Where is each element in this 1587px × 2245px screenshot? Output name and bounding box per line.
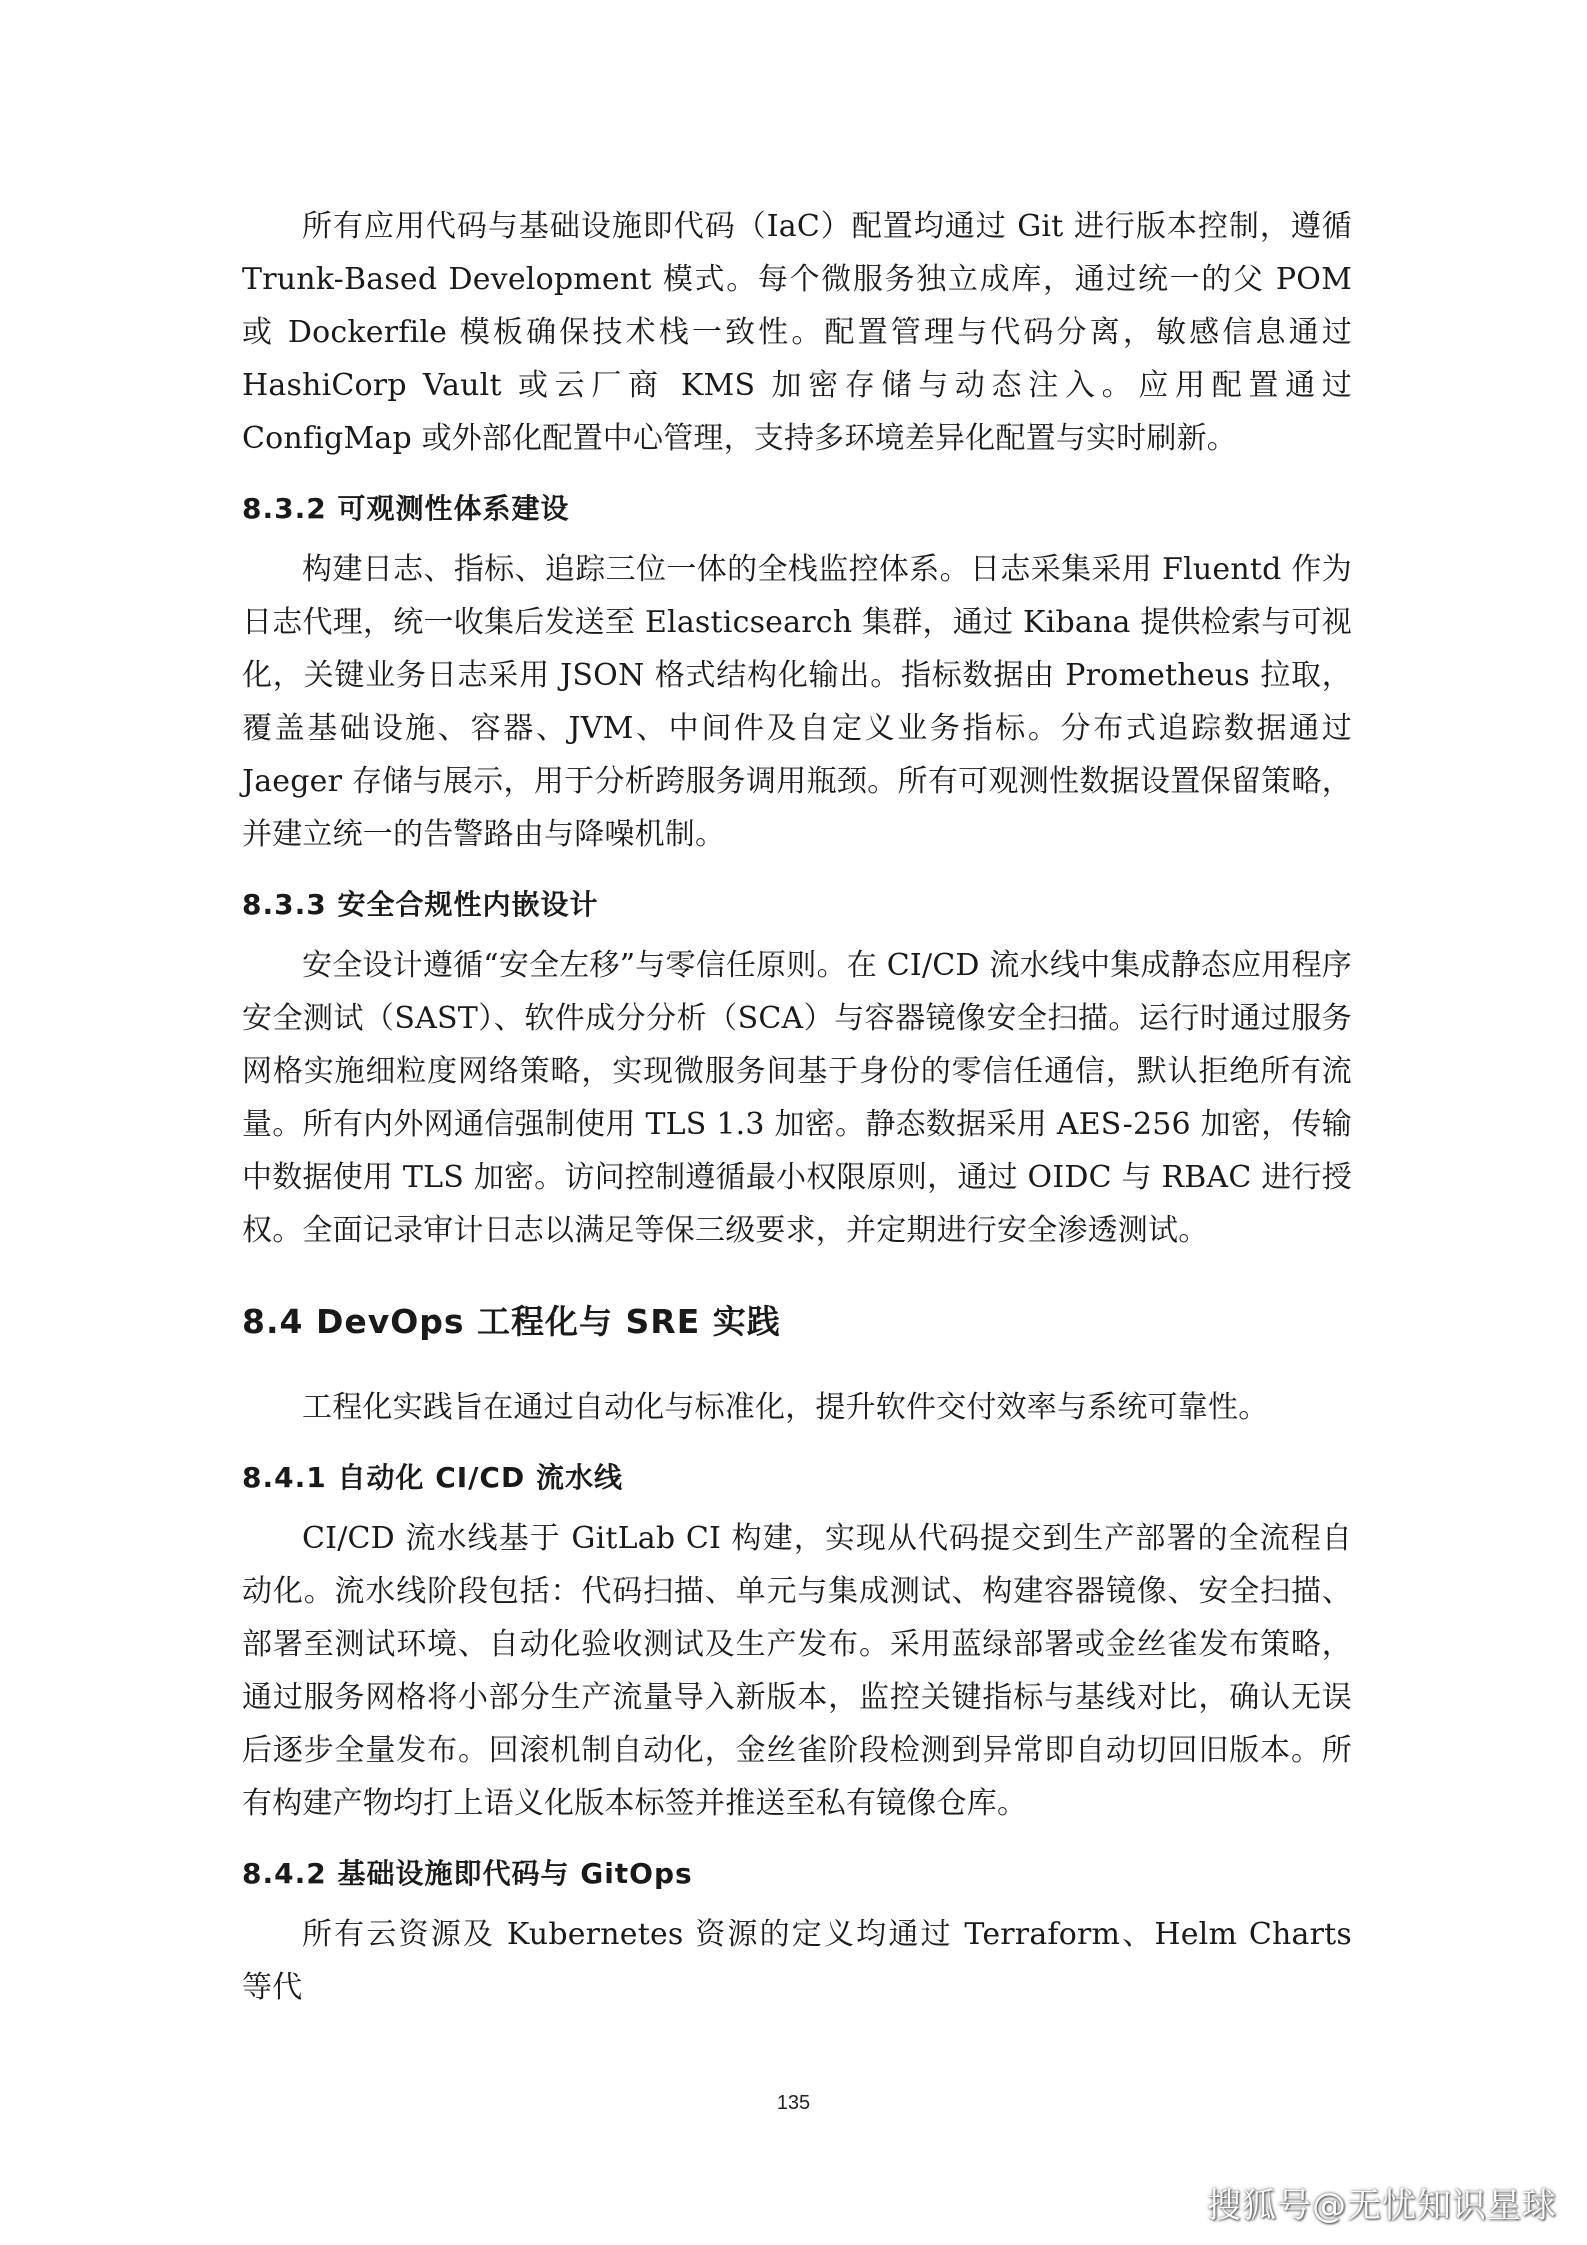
paragraph-8-4-1: CI/CD 流水线基于 GitLab CI 构建，实现从代码提交到生产部署的全流程自动化。流水线阶段包括：代码扫描、单元与集成测试、构建容器镜像、安全扫描、部署至测试环境、自动化验收测试及生产发布。采用蓝绿部署或金丝雀发布策略，通过服务网格将小部分生产流量导入新版本，监控关键指标与基线对比，确认无误后逐步全量发布。回滚机制自动化，金丝雀阶段检测到异常即自动切回旧版本。所有构建产物均打上语义化版本标签并推送至私有镜像仓库。 [242,1521,1352,1821]
paragraph-8-4-2: 所有云资源及 Kubernetes 资源的定义均通过 Terraform、Helm Charts 等代 [242,1917,1352,2005]
page-content [242,200,1352,2014]
paragraph-8-3-3: 安全设计遵循“安全左移”与零信任原则。在 CI/CD 流水线中集成静态应用程序安全测试（SAST）、软件成分分析（SCA）与容器镜像安全扫描。运行时通过服务网格实施细粒度网络策略，实现微服务间基于身份的零信任通信，默认拒绝所有流量。所有内外网通信强制使用 TLS 1.3 加密。静态数据采用 AES-256 加密，传输中数据使用 TLS 加密。访问控制遵循最小权限原则，通过 OIDC 与 RBAC 进行授权。全面记录审计日志以满足等保三级要求，并定期进行安全渗透测试。 [242,948,1352,1248]
heading-8-4: 8.4 DevOps 工程化与 SRE 实践 [242,1302,781,1341]
intro-paragraph: 所有应用代码与基础设施即代码（IaC）配置均通过 Git 进行版本控制，遵循 Trunk-Based Development 模式。每个微服务独立成库，通过统一的父 POM 或 Dockerfile 模板确保技术栈一致性。配置管理与代码分离，敏感信息通过 HashiCorp Vault 或云厂商 KMS 加密存储与动态注入。应用配置通过 ConfigMap 或外部化配置中心管理，支持多环境差异化配置与实时刷新。 [242,209,1352,456]
heading-8-3-2: 8.3.2 可观测性体系建设 [242,492,570,525]
heading-8-3-3: 8.3.3 安全合规性内嵌设计 [242,888,599,921]
heading-8-4-1: 8.4.1 自动化 CI/CD 流水线 [242,1461,623,1494]
watermark: 搜狐号@无忧知识星球 [1207,2186,1557,2226]
heading-8-4-2: 8.4.2 基础设施即代码与 GitOps [242,1857,693,1890]
paragraph-8-3-2: 构建日志、指标、追踪三位一体的全栈监控体系。日志采集采用 Fluentd 作为日志代理，统一收集后发送至 Elasticsearch 集群，通过 Kibana 提供检索与可视化，关键业务日志采用 JSON 格式结构化输出。指标数据由 Prometheus 拉取，覆盖基础设施、容器、JVM、中间件及自定义业务指标。分布式追踪数据通过 Jaeger 存储与展示，用于分析跨服务调用瓶颈。所有可观测性数据设置保留策略，并建立统一的告警路由与降噪机制。 [242,552,1352,852]
paragraph-8-4: 工程化实践旨在通过自动化与标准化，提升软件交付效率与系统可靠性。 [302,1390,1269,1425]
page-number: 135 [776,2092,811,2114]
